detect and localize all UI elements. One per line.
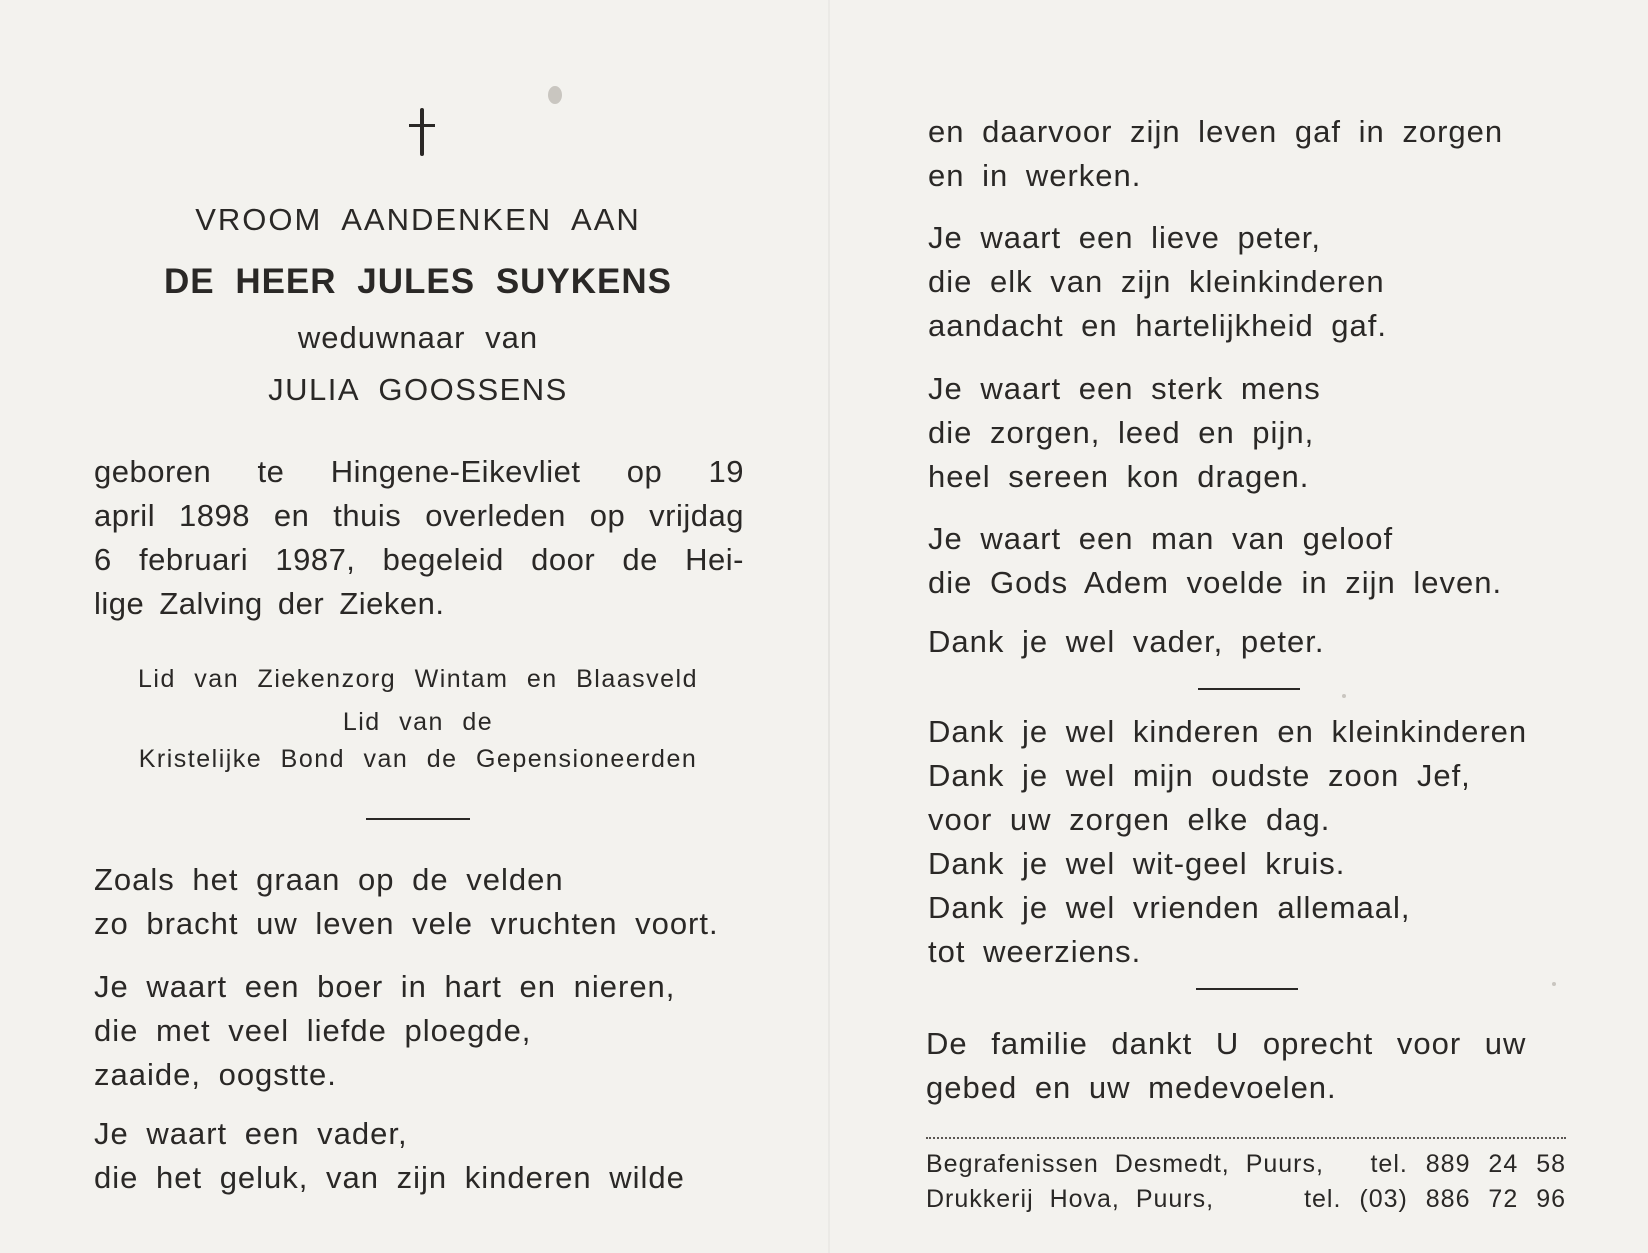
membership-line: Lid van Ziekenzorg Wintam en Blaasveld — [137, 665, 698, 693]
bio-line: lige Zalving der Zieken. — [94, 586, 445, 621]
poem-stanza — [928, 620, 1324, 664]
poem-line: Je waart een sterk mens — [928, 371, 1321, 406]
deceased-name: DE HEER JULES SUYKENS — [163, 262, 673, 301]
thanks-line: Dank je wel wit-geel kruis. — [928, 846, 1346, 881]
printer-name: Drukkerij Hova, Puurs, — [926, 1185, 1215, 1213]
bio-line: 6 februari 1987, begeleid door de Hei- — [94, 542, 744, 577]
card-fold-line — [828, 0, 830, 1253]
poem-line: die met veel liefde ploegde, — [94, 1013, 532, 1048]
poem-stanza — [928, 110, 1503, 198]
spouse-name: JULIA GOOSSENS — [268, 372, 568, 407]
thanks-line: voor uw zorgen elke dag. — [928, 802, 1331, 837]
poem-line: die zorgen, leed en pijn, — [928, 415, 1315, 450]
poem-stanza — [928, 216, 1387, 348]
poem-line: Je waart een vader, — [94, 1116, 408, 1151]
poem-line: die Gods Adem voelde in zijn leven. — [928, 565, 1503, 600]
bio-line: geboren te Hingene-Eikevliet op 19 — [94, 454, 744, 489]
poem-line: heel sereen kon dragen. — [928, 459, 1310, 494]
paper-speck — [548, 86, 562, 104]
poem-stanza — [94, 1112, 685, 1200]
thanks-line: Dank je wel mijn oudste zoon Jef, — [928, 758, 1471, 793]
poem-stanza — [928, 367, 1321, 499]
membership-line: Lid van de — [342, 708, 494, 736]
dotted-separator — [926, 1137, 1566, 1139]
poem-line: zo bracht uw leven vele vruchten voort. — [94, 906, 719, 941]
funeral-home-phone: tel. 889 24 58 — [1370, 1150, 1566, 1178]
divider — [366, 818, 470, 820]
footer-line-funeral-home — [926, 1150, 1566, 1184]
thanks-block — [928, 710, 1527, 974]
poem-line: Zoals het graan op de velden — [94, 862, 564, 897]
funeral-home-name: Begrafenissen Desmedt, Puurs, — [926, 1150, 1324, 1178]
poem-line: aandacht en hartelijkheid gaf. — [928, 308, 1388, 343]
poem-line: die het geluk, van zijn kinderen wilde — [94, 1160, 685, 1195]
thanks-line: tot weerziens. — [928, 934, 1142, 969]
poem-line: en in werken. — [928, 158, 1142, 193]
family-thanks-line: gebed en uw medevoelen. — [926, 1070, 1337, 1105]
poem-line: Dank je wel vader, peter. — [928, 624, 1325, 659]
thanks-line: Dank je wel kinderen en kleinkinderen — [928, 714, 1528, 749]
biography-paragraph — [94, 450, 744, 626]
paper-speck — [1552, 982, 1556, 986]
thanks-line: Dank je wel vrienden allemaal, — [928, 890, 1411, 925]
poem-line: Je waart een man van geloof — [928, 521, 1394, 556]
divider — [1198, 688, 1300, 690]
divider — [1196, 988, 1298, 990]
footer-line-printer — [926, 1185, 1566, 1219]
poem-line: en daarvoor zijn leven gaf in zorgen — [928, 114, 1504, 149]
bio-line: april 1898 en thuis overleden op vrijdag — [94, 498, 744, 533]
memorial-heading: VROOM AANDENKEN AAN — [195, 202, 641, 237]
cross-icon — [409, 108, 435, 156]
poem-line: die elk van zijn kleinkinderen — [928, 264, 1385, 299]
paper-speck — [1342, 694, 1346, 698]
printer-phone: tel. (03) 886 72 96 — [1304, 1185, 1566, 1213]
membership-line: Kristelijke Bond van de Gepensioneerden — [138, 745, 698, 773]
widower-of-label: weduwnaar van — [297, 320, 539, 355]
family-thanks-line: De familie dankt U oprecht voor uw — [926, 1026, 1527, 1061]
poem-stanza — [94, 965, 675, 1097]
family-thanks — [926, 1022, 1526, 1110]
poem-stanza — [928, 517, 1502, 605]
poem-line: Je waart een lieve peter, — [928, 220, 1322, 255]
poem-stanza — [94, 858, 719, 946]
poem-line: Je waart een boer in hart en nieren, — [94, 969, 676, 1004]
poem-line: zaaide, oogstte. — [94, 1057, 337, 1092]
